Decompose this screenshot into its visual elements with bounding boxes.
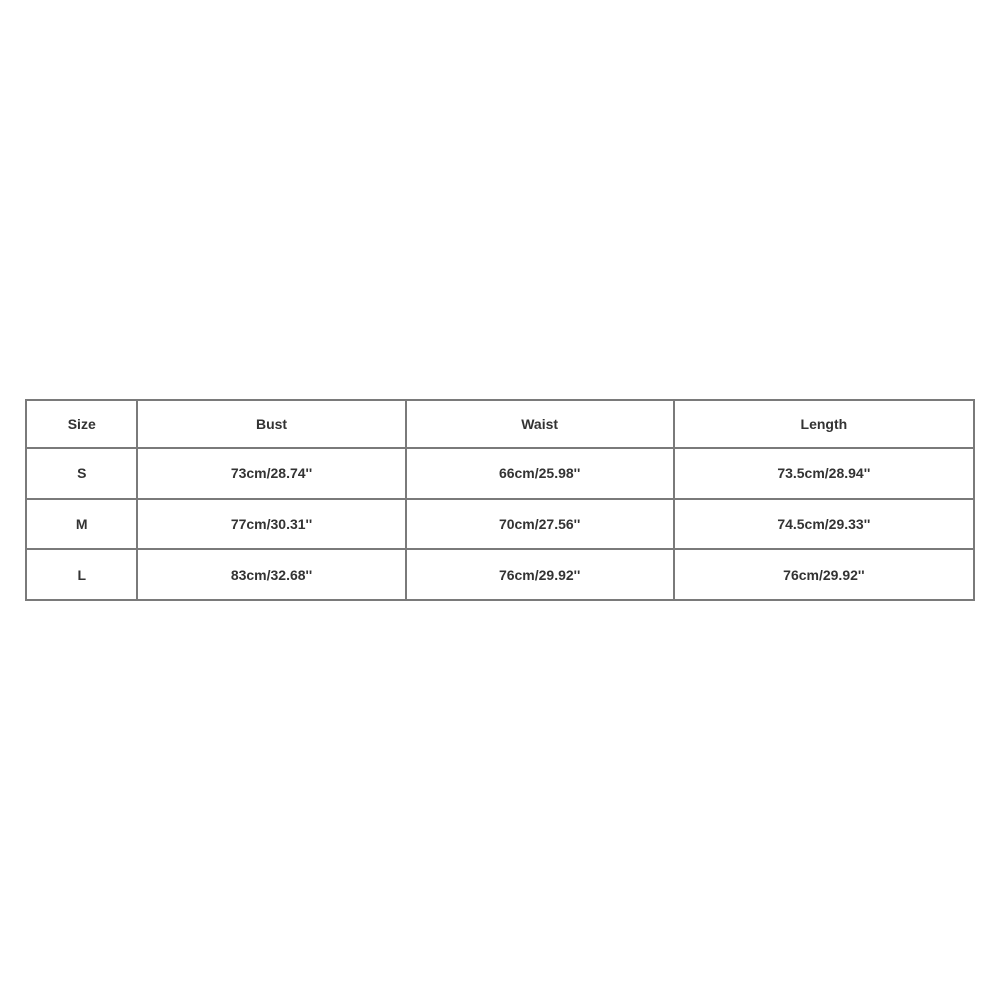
header-waist: Waist	[406, 400, 674, 448]
table-row	[26, 448, 974, 499]
cell-length: 73.5cm/28.94''	[674, 448, 974, 499]
table-header	[26, 400, 974, 448]
cell-waist: 76cm/29.92''	[406, 549, 674, 600]
cell-waist: 70cm/27.56''	[406, 499, 674, 550]
cell-size: M	[26, 499, 137, 550]
cell-bust: 83cm/32.68''	[137, 549, 405, 600]
table-row	[26, 549, 974, 600]
header-length: Length	[674, 400, 974, 448]
header-size: Size	[26, 400, 137, 448]
cell-waist: 66cm/25.98''	[406, 448, 674, 499]
header-bust: Bust	[137, 400, 405, 448]
cell-length: 74.5cm/29.33''	[674, 499, 974, 550]
table-body	[26, 448, 974, 600]
cell-size: L	[26, 549, 137, 600]
cell-size: S	[26, 448, 137, 499]
cell-length: 76cm/29.92''	[674, 549, 974, 600]
cell-bust: 73cm/28.74''	[137, 448, 405, 499]
cell-bust: 77cm/30.31''	[137, 499, 405, 550]
table-row	[26, 499, 974, 550]
size-chart-table	[25, 399, 975, 601]
header-row	[26, 400, 974, 448]
